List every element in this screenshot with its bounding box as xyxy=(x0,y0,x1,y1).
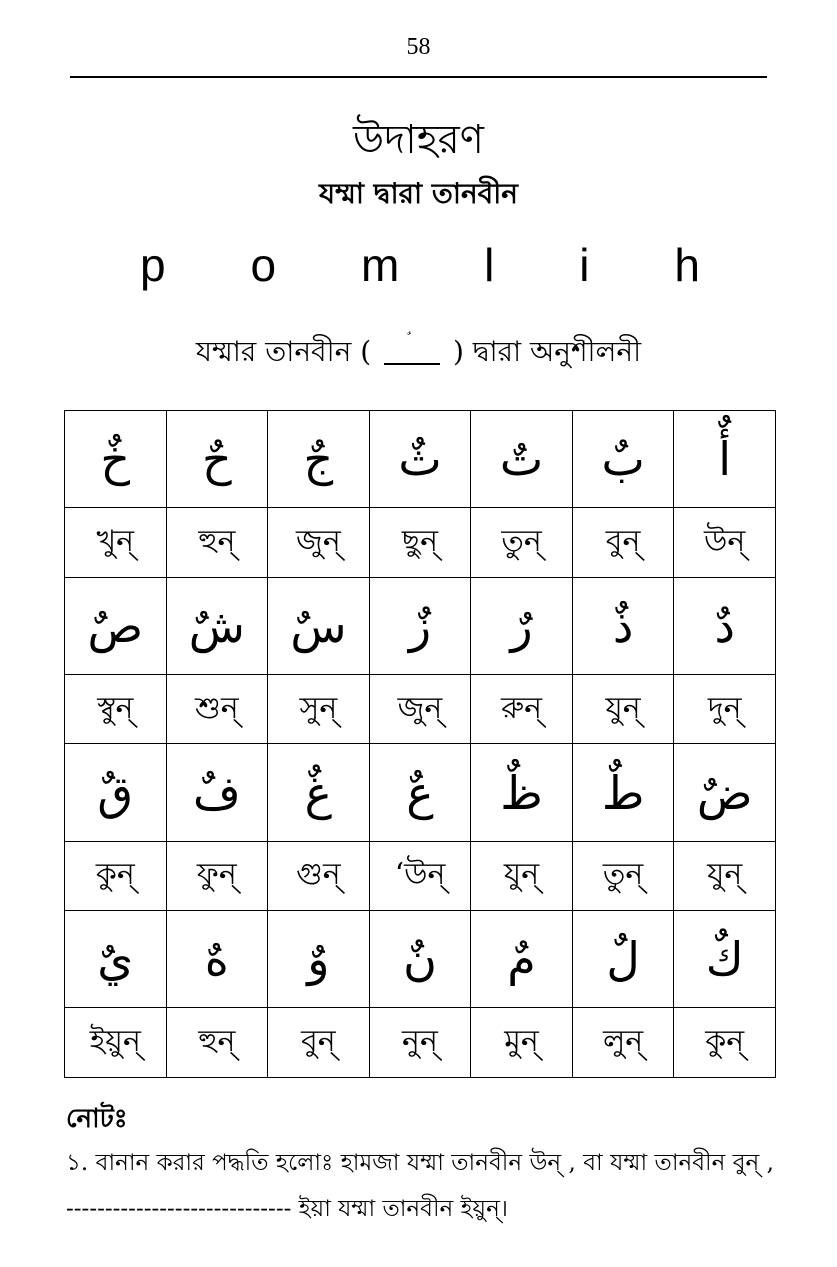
latin-letter: h xyxy=(674,239,700,291)
arabic-letter-cell xyxy=(572,744,674,841)
page-subtitle: যম্মা দ্বারা তানবীন xyxy=(319,177,518,210)
arabic-letter-cell xyxy=(268,744,370,841)
arabic-letter-cell xyxy=(674,744,776,841)
page-number: 58 xyxy=(406,34,431,60)
transliteration-cell: ‘উন্ xyxy=(369,841,471,911)
arabic-letter-cell xyxy=(268,577,370,674)
transliteration-cell: কুন্ xyxy=(65,841,167,911)
arabic-letter: وٌ xyxy=(307,932,330,987)
bengali-transliteration-row xyxy=(65,508,776,578)
arabic-letter: سٌ xyxy=(290,598,347,653)
arabic-letter-cell xyxy=(369,577,471,674)
arabic-letter-cell xyxy=(65,577,167,674)
arabic-letter-cell xyxy=(369,744,471,841)
arabic-letter-row xyxy=(65,744,776,841)
arabic-letter: يٌ xyxy=(97,932,134,987)
arabic-letter-cell xyxy=(471,411,573,508)
transliteration-cell: যুন্ xyxy=(471,841,573,911)
latin-letter: o xyxy=(250,239,277,291)
practice-text-before: যম্মার তানবীন ( xyxy=(195,335,372,368)
arabic-letter: لٌ xyxy=(606,932,640,987)
note-heading: নোটঃ xyxy=(66,1104,128,1134)
transliteration-cell: তুন্ xyxy=(471,508,573,578)
arabic-letter-cell xyxy=(166,577,268,674)
transliteration-cell: যুন্ xyxy=(572,674,674,744)
transliteration-cell: জুন্ xyxy=(369,674,471,744)
arabic-letter: تٌ xyxy=(499,432,544,487)
arabic-letter: بٌ xyxy=(601,432,645,487)
transliteration-cell: শুন্ xyxy=(166,674,268,744)
transliteration-cell: জুন্ xyxy=(268,508,370,578)
letter-grid xyxy=(64,410,776,1078)
arabic-letter-cell xyxy=(674,577,776,674)
transliteration-cell: ইয়ুন্ xyxy=(65,1008,167,1078)
note-text: ১. বানান করার পদ্ধতি হলোঃ হামজা যম্মা তানবীন উন্ , বা যম্মা তানবীন বুন্ , ----------------------------- ইয়া যম্মা তানবীন ইয়ুন্। xyxy=(66,1150,774,1222)
header-rule xyxy=(70,76,767,78)
bengali-transliteration-row xyxy=(65,841,776,911)
transliteration-cell: যুন্ xyxy=(674,841,776,911)
arabic-letter-row xyxy=(65,577,776,674)
arabic-letter-cell xyxy=(674,411,776,508)
arabic-letter: نٌ xyxy=(403,932,437,987)
arabic-letter-cell xyxy=(268,911,370,1008)
arabic-letter-cell xyxy=(572,911,674,1008)
arabic-letter: ضٌ xyxy=(696,765,753,820)
transliteration-cell: মুন্ xyxy=(471,1008,573,1078)
transliteration-cell: হুন্ xyxy=(166,508,268,578)
transliteration-cell: বুন্ xyxy=(268,1008,370,1078)
arabic-letter: جٌ xyxy=(303,432,334,487)
tanween-blank xyxy=(384,337,440,365)
latin-letter: p xyxy=(140,239,166,291)
arabic-letter: طٌ xyxy=(601,765,645,820)
bengali-transliteration-row xyxy=(65,674,776,744)
arabic-letter: خٌ xyxy=(100,432,131,487)
arabic-letter: صٌ xyxy=(87,598,144,653)
arabic-letter: قٌ xyxy=(97,765,134,820)
latin-letter: m xyxy=(360,239,400,291)
transliteration-cell: দুন্ xyxy=(674,674,776,744)
arabic-letter-cell xyxy=(369,411,471,508)
arabic-letter: زٌ xyxy=(408,598,432,653)
transliteration-cell: বুন্ xyxy=(572,508,674,578)
arabic-letter: كٌ xyxy=(705,932,744,987)
transliteration-cell: উন্ xyxy=(674,508,776,578)
arabic-letter-cell xyxy=(65,411,167,508)
arabic-letter: غٌ xyxy=(304,765,333,820)
transliteration-cell: খুন্ xyxy=(65,508,167,578)
arabic-letter-cell xyxy=(65,911,167,1008)
arabic-letter-cell xyxy=(471,577,573,674)
arabic-letter-cell xyxy=(674,911,776,1008)
arabic-letter-cell xyxy=(268,411,370,508)
arabic-letter: عٌ xyxy=(406,765,434,820)
arabic-letter-row xyxy=(65,411,776,508)
practice-text-after: ) দ্বারা অনুশীলনী xyxy=(453,335,642,368)
transliteration-cell: কুন্ xyxy=(674,1008,776,1078)
page-title: উদাহরণ xyxy=(353,117,484,163)
transliteration-cell: ফুন্ xyxy=(166,841,268,911)
transliteration-cell: রুন্ xyxy=(471,674,573,744)
arabic-letter: أٌ xyxy=(718,432,732,487)
latin-letter-row xyxy=(140,238,700,292)
arabic-letter: شٌ xyxy=(188,598,245,653)
transliteration-cell: নুন্ xyxy=(369,1008,471,1078)
arabic-letter: حٌ xyxy=(201,432,232,487)
transliteration-cell: ছুন্ xyxy=(369,508,471,578)
arabic-letter-cell xyxy=(369,911,471,1008)
transliteration-cell: তুন্ xyxy=(572,841,674,911)
arabic-letter: دٌ xyxy=(714,598,735,653)
arabic-letter: ذٌ xyxy=(612,598,634,653)
arabic-letter-cell xyxy=(572,577,674,674)
arabic-letter-cell xyxy=(471,744,573,841)
bengali-transliteration-row xyxy=(65,1008,776,1078)
transliteration-cell: স্বুন্ xyxy=(65,674,167,744)
arabic-letter: رٌ xyxy=(510,598,533,653)
arabic-letter: ظٌ xyxy=(500,765,543,820)
arabic-letter: فٌ xyxy=(193,765,241,820)
arabic-letter-cell xyxy=(166,744,268,841)
arabic-letter-cell xyxy=(166,411,268,508)
transliteration-cell: হুন্ xyxy=(166,1008,268,1078)
practice-heading xyxy=(0,330,837,377)
transliteration-cell: গুন্ xyxy=(268,841,370,911)
arabic-letter: مٌ xyxy=(507,932,536,987)
arabic-letter-cell xyxy=(572,411,674,508)
latin-letter: l xyxy=(484,239,495,291)
arabic-letter: ثٌ xyxy=(398,432,442,487)
latin-letter: i xyxy=(579,239,590,291)
arabic-letter: هٌ xyxy=(204,932,229,987)
arabic-letter-cell xyxy=(65,744,167,841)
arabic-letter-cell xyxy=(166,911,268,1008)
arabic-letter-row xyxy=(65,911,776,1008)
arabic-letter-cell xyxy=(471,911,573,1008)
transliteration-cell: লুন্ xyxy=(572,1008,674,1078)
transliteration-cell: সুন্ xyxy=(268,674,370,744)
